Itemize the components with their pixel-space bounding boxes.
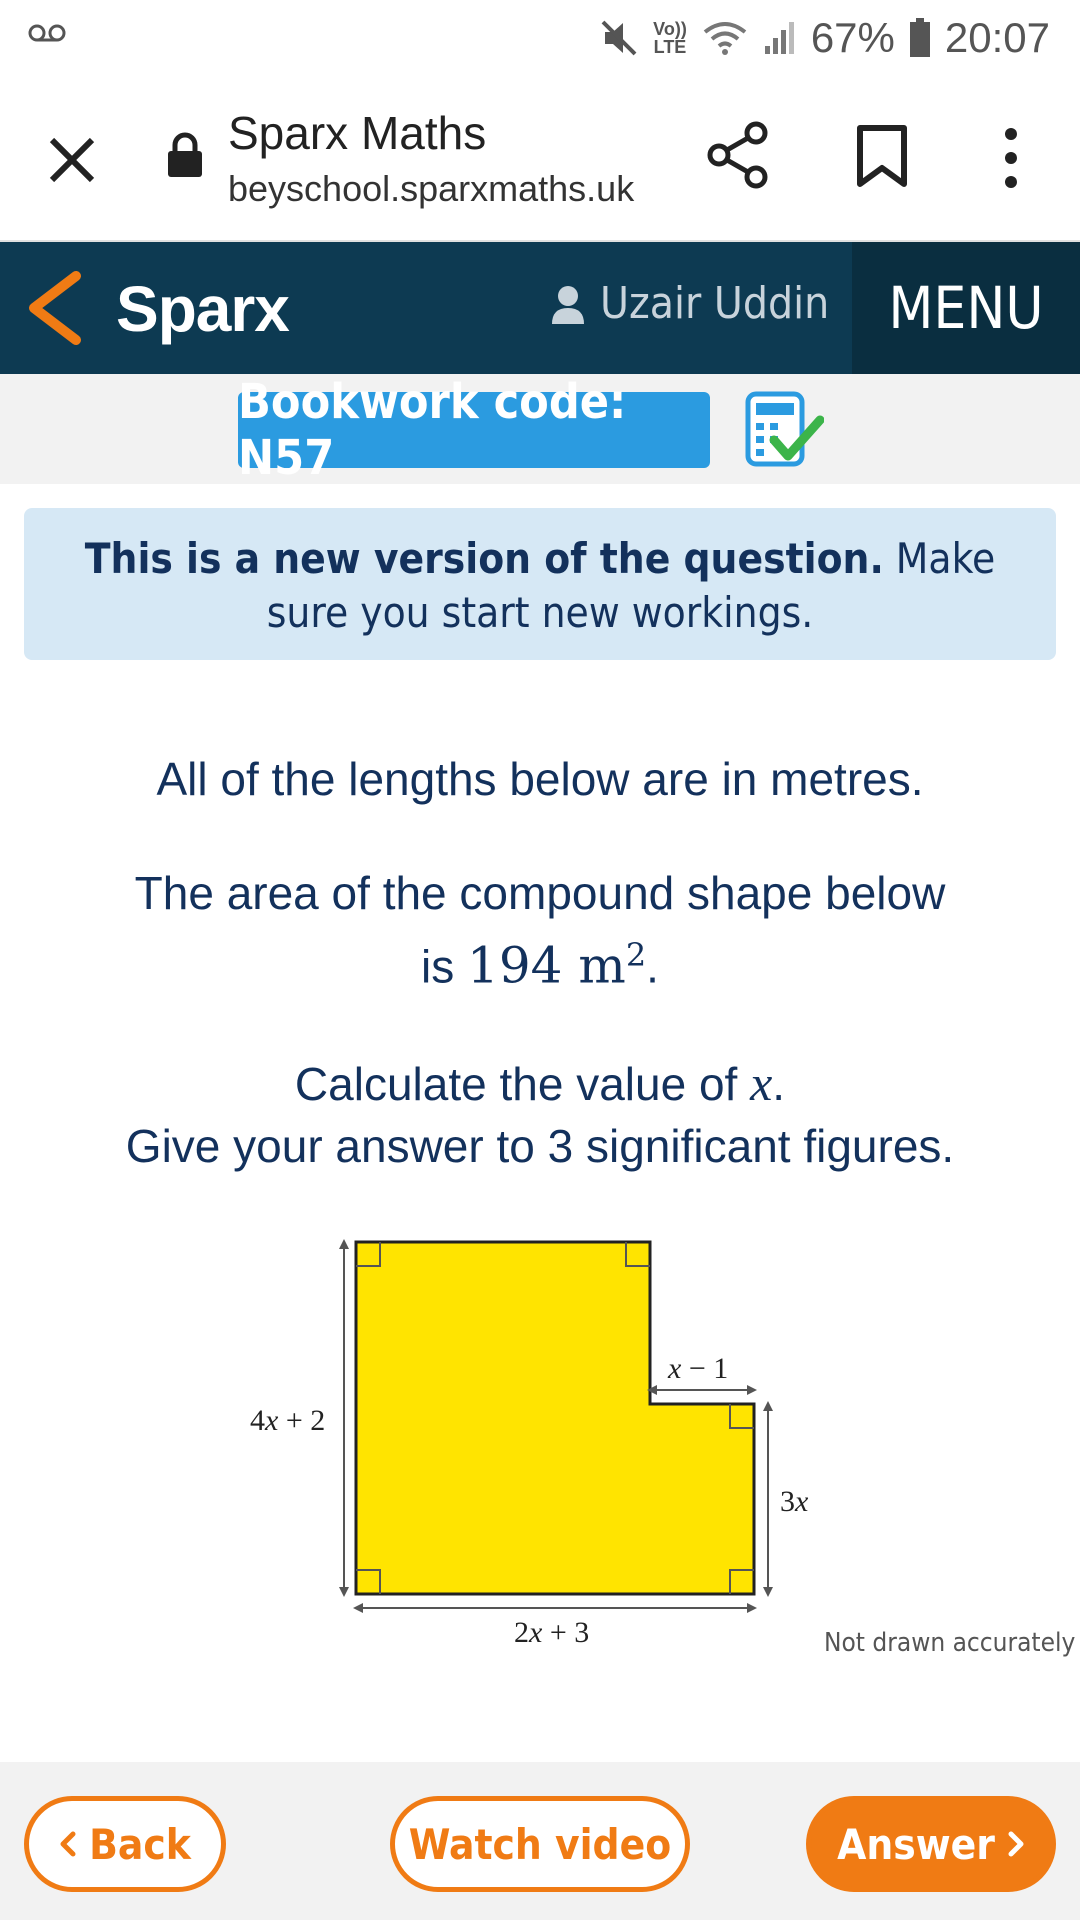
signal-icon xyxy=(763,20,797,56)
answer-button-label: Answer xyxy=(837,1819,995,1869)
label-right: 3x xyxy=(780,1485,809,1518)
area-unit: m xyxy=(578,936,626,995)
new-version-notice xyxy=(24,508,1056,660)
battery-percent: 67% xyxy=(810,14,895,61)
chevron-left-icon xyxy=(59,1830,77,1858)
area-value: 194 xyxy=(467,936,563,995)
question-variable: x xyxy=(750,1055,773,1111)
menu-button[interactable]: MENU xyxy=(852,242,1080,374)
user-icon xyxy=(550,284,586,324)
page-title: Sparx Maths xyxy=(228,107,487,159)
notice-text: Make sure you start new workings. xyxy=(266,534,996,637)
bookwork-strip xyxy=(0,374,1080,484)
mute-icon xyxy=(599,18,639,58)
clock: 20:07 xyxy=(944,14,1050,61)
label-left: 4x + 2 xyxy=(250,1404,326,1437)
watch-video-label: Watch video xyxy=(408,1819,672,1869)
back-button[interactable] xyxy=(24,1796,226,1892)
footer-bar xyxy=(0,1762,1080,1920)
back-chevron-icon[interactable] xyxy=(22,270,88,346)
status-bar xyxy=(0,0,1080,76)
label-notch: x − 1 xyxy=(668,1352,729,1385)
share-icon[interactable] xyxy=(706,120,770,190)
url-text[interactable]: beyschool.sparxmaths.uk xyxy=(228,168,635,209)
bookwork-code: Bookwork code: N57 xyxy=(238,392,710,468)
watch-video-button[interactable] xyxy=(390,1796,690,1892)
not-drawn-accurately-note: Not drawn accurately xyxy=(824,1628,1076,1658)
sparx-logo[interactable]: Sparx xyxy=(116,273,289,345)
compound-shape-diagram xyxy=(230,1222,870,1692)
user-name: Uzair Uddin xyxy=(600,278,830,329)
app-header xyxy=(0,242,1080,374)
question-line-units: All of the lengths below are in metres. xyxy=(156,753,924,805)
close-icon[interactable] xyxy=(44,132,100,188)
battery-icon xyxy=(909,18,931,58)
browser-toolbar xyxy=(0,76,1080,242)
question-area-line2: is 194 $m^2$. xyxy=(421,936,659,995)
calculator-check-icon[interactable] xyxy=(744,390,824,470)
area-exponent: 2 xyxy=(625,936,647,974)
user-info[interactable] xyxy=(550,278,829,329)
compound-shape xyxy=(356,1242,754,1594)
notice-bold-text: This is a new version of the question. xyxy=(84,534,884,583)
wifi-icon xyxy=(701,20,749,56)
answer-button[interactable] xyxy=(806,1796,1056,1892)
chevron-right-icon xyxy=(1007,1830,1025,1858)
question-calculate: Calculate the value of x. xyxy=(294,1055,786,1111)
voicemail-icon xyxy=(28,22,66,44)
question-instructions xyxy=(40,1052,1040,1177)
question-sig-figs: Give your answer to 3 significant figures. xyxy=(125,1120,955,1172)
lock-icon xyxy=(166,132,204,178)
volte-indicator: Vo)) LTE xyxy=(653,19,687,57)
back-button-label: Back xyxy=(89,1819,191,1869)
more-options-icon[interactable] xyxy=(996,126,1026,190)
question-area-line1: The area of the compound shape below xyxy=(134,867,946,919)
question-area xyxy=(40,862,1040,997)
bookmark-icon[interactable] xyxy=(854,124,910,188)
label-bottom: 2x + 3 xyxy=(514,1616,590,1649)
